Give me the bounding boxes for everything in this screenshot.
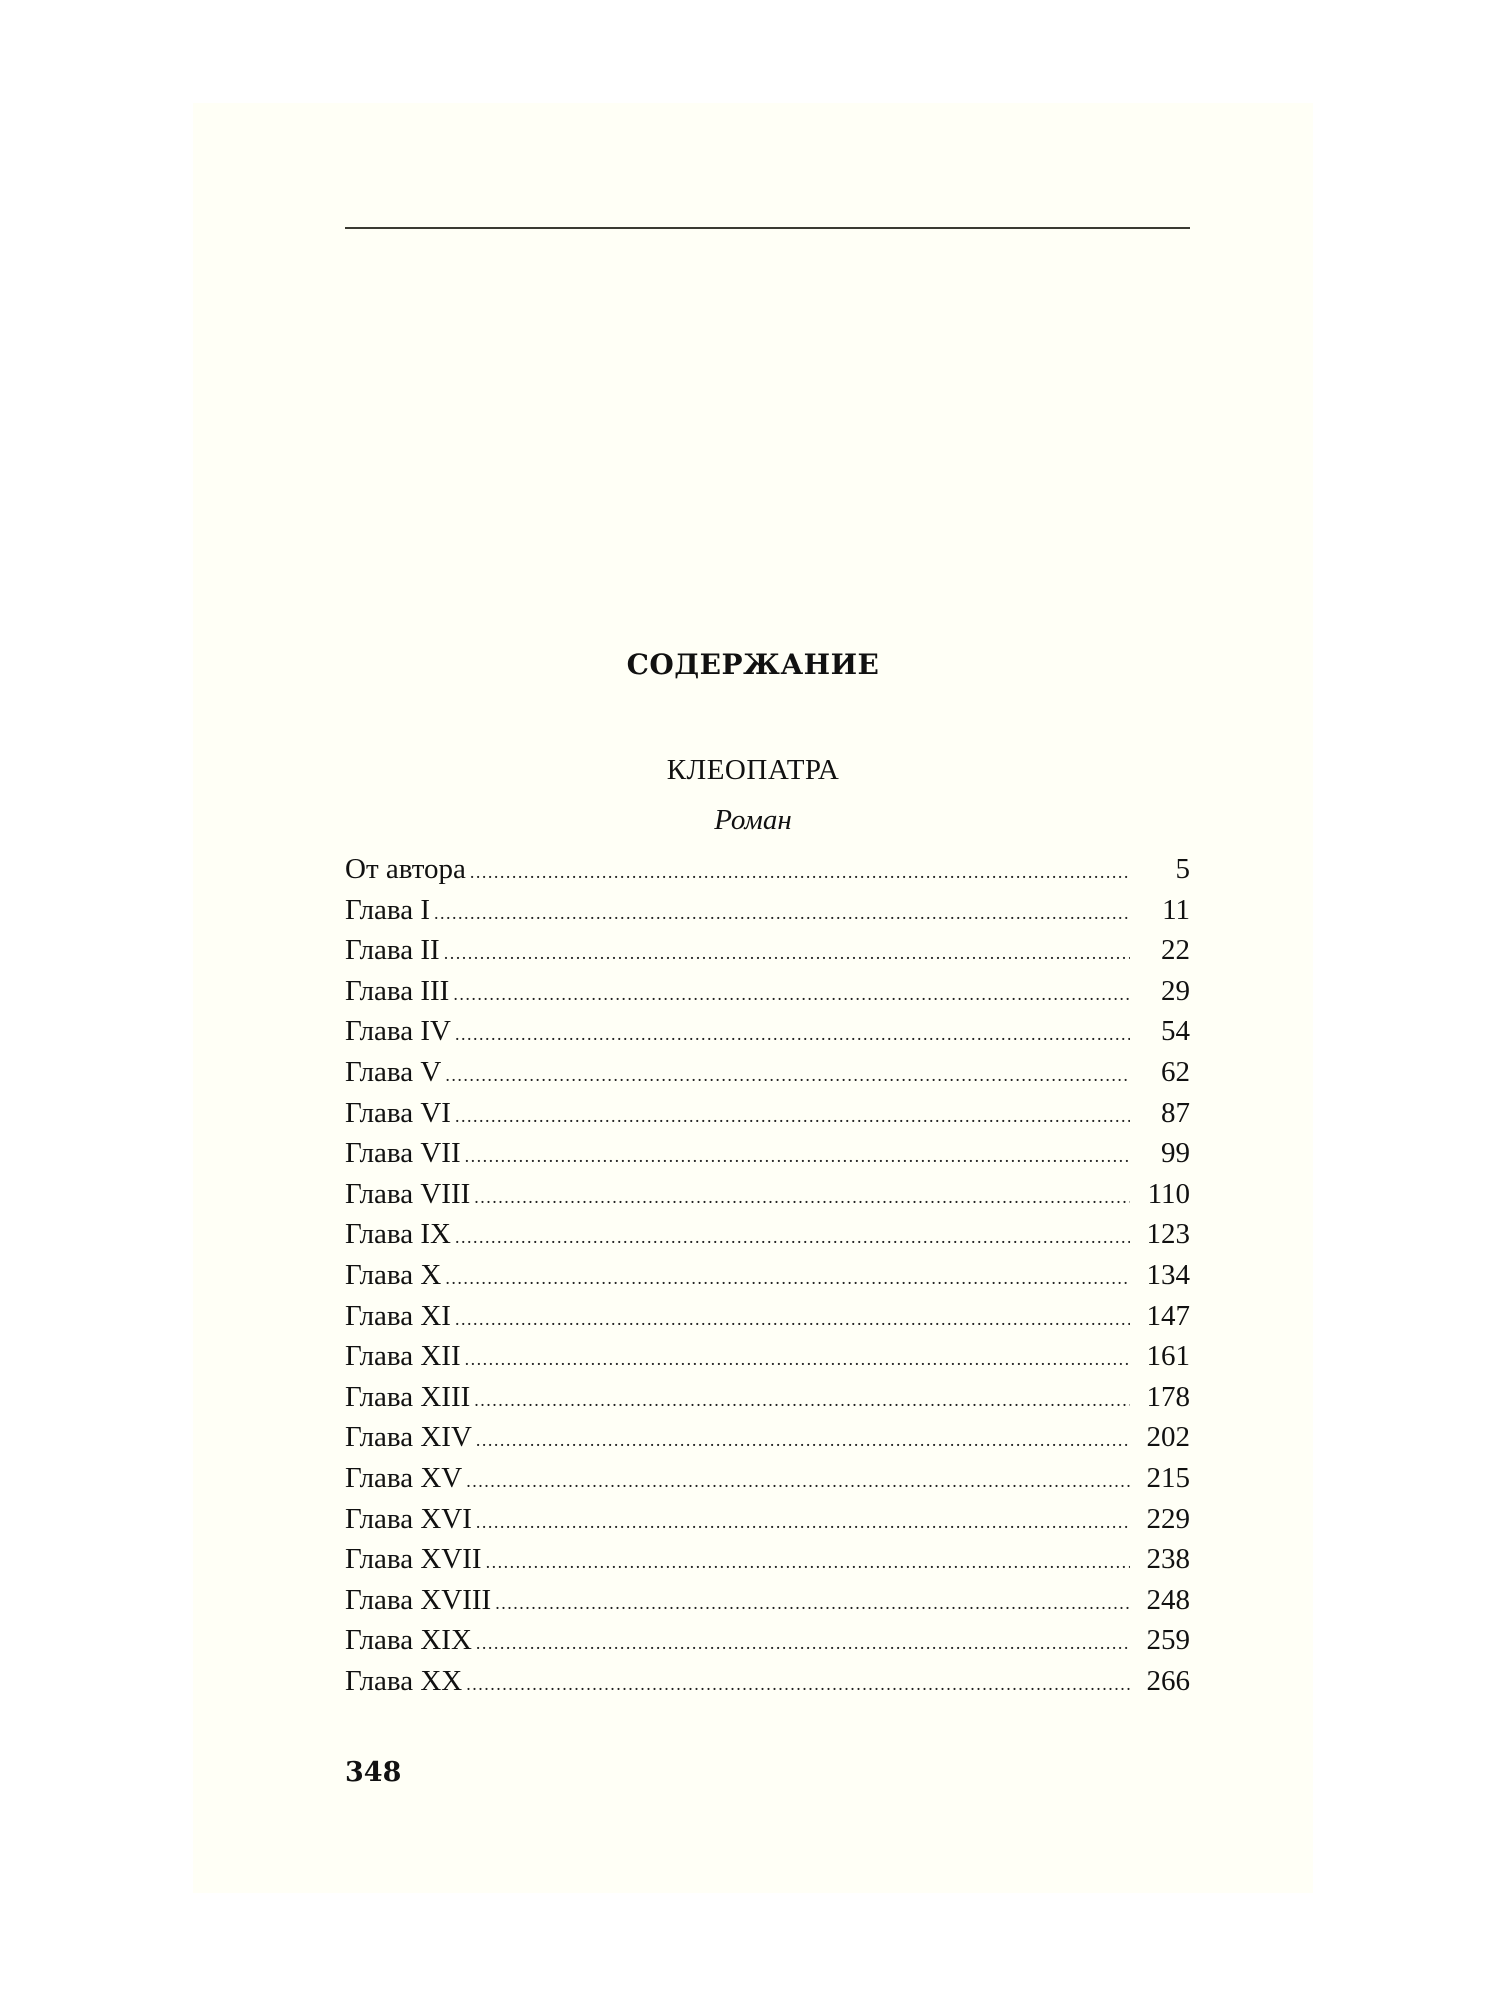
dot-leader xyxy=(455,1227,1130,1248)
toc-entry-page: 248 xyxy=(1146,1583,1190,1616)
toc-entry-page: 54 xyxy=(1161,1015,1190,1048)
toc-entry-label: Глава VIII xyxy=(345,1177,471,1210)
toc-entry xyxy=(345,894,1190,935)
toc-entry xyxy=(345,1543,1190,1584)
dot-leader xyxy=(476,1430,1130,1451)
toc-entry-label: Глава XVII xyxy=(345,1543,482,1576)
dot-leader xyxy=(486,1552,1130,1573)
toc-entry-page: 110 xyxy=(1147,1177,1190,1210)
toc-entry-label: Глава XX xyxy=(345,1664,463,1697)
toc-entry xyxy=(345,1340,1190,1381)
dot-leader xyxy=(476,1633,1130,1654)
toc-entry-page: 178 xyxy=(1146,1380,1190,1413)
toc-entry-label: Глава XII xyxy=(345,1340,461,1373)
toc-entry-page: 62 xyxy=(1161,1055,1190,1088)
toc-entry-page: 11 xyxy=(1162,893,1190,926)
toc-entry-label: Глава XVI xyxy=(345,1502,472,1535)
toc-entry-label: Глава XV xyxy=(345,1461,463,1494)
top-rule xyxy=(345,227,1190,229)
dot-leader xyxy=(466,1674,1130,1695)
toc-entry-label: Глава IV xyxy=(345,1015,451,1048)
toc-entry-page: 147 xyxy=(1146,1299,1190,1332)
dot-leader xyxy=(455,1024,1130,1045)
dot-leader xyxy=(465,1349,1130,1370)
dot-leader xyxy=(495,1593,1130,1614)
dot-leader xyxy=(445,1065,1130,1086)
toc-entry xyxy=(345,1137,1190,1178)
toc-entry xyxy=(345,1218,1190,1259)
toc-entry-label: Глава VII xyxy=(345,1137,461,1170)
toc-entry xyxy=(345,1624,1190,1665)
toc-entry-page: 215 xyxy=(1146,1461,1190,1494)
book-page xyxy=(193,103,1313,1893)
toc-entry xyxy=(345,1381,1190,1422)
dot-leader xyxy=(465,1146,1130,1167)
toc-entry-page: 29 xyxy=(1161,974,1190,1007)
toc-entry-page: 238 xyxy=(1146,1543,1190,1576)
toc-entry-label: Глава I xyxy=(345,893,431,926)
toc-entry-page: 259 xyxy=(1146,1624,1190,1657)
toc-entry-label: Глава XI xyxy=(345,1299,451,1332)
toc-entry xyxy=(345,1421,1190,1462)
dot-leader xyxy=(474,1187,1130,1208)
toc-entry-label: Глава XIX xyxy=(345,1624,472,1657)
contents-heading: СОДЕРЖАНИЕ xyxy=(626,648,880,681)
toc-entry-label: Глава VI xyxy=(345,1096,451,1129)
toc-entry xyxy=(345,1015,1190,1056)
toc-entry-label: Глава XIII xyxy=(345,1380,471,1413)
dot-leader xyxy=(444,943,1130,964)
toc-entry-page: 5 xyxy=(1175,853,1190,885)
dot-leader xyxy=(474,1390,1130,1411)
toc-entry-label: Глава II xyxy=(345,934,440,967)
toc-entry xyxy=(345,1584,1190,1625)
toc-entry-page: 134 xyxy=(1146,1258,1190,1291)
dot-leader xyxy=(470,862,1130,883)
toc-entry xyxy=(345,1259,1190,1300)
toc-entry-page: 161 xyxy=(1146,1340,1190,1373)
dot-leader xyxy=(466,1471,1130,1492)
toc-entry-page: 22 xyxy=(1161,934,1190,967)
toc-entry xyxy=(345,934,1190,975)
table-of-contents xyxy=(345,853,1190,1705)
toc-entry xyxy=(345,1056,1190,1097)
toc-entry-page: 123 xyxy=(1146,1218,1190,1251)
dot-leader xyxy=(453,984,1130,1005)
toc-entry-label: Глава IX xyxy=(345,1218,451,1251)
toc-entry-label: Глава XIV xyxy=(345,1421,472,1454)
toc-entry-label: Глава X xyxy=(345,1258,442,1291)
dot-leader xyxy=(476,1512,1130,1533)
book-title: КЛЕОПАТРА xyxy=(666,754,840,786)
book-genre: Роман xyxy=(714,804,792,836)
toc-entry xyxy=(345,853,1190,894)
dot-leader xyxy=(434,903,1130,924)
dot-leader xyxy=(455,1106,1130,1127)
toc-entry-page: 229 xyxy=(1146,1502,1190,1535)
toc-entry-label: Глава V xyxy=(345,1055,442,1088)
toc-entry xyxy=(345,1503,1190,1544)
dot-leader xyxy=(445,1268,1130,1289)
toc-entry-label: От автора xyxy=(345,853,466,885)
toc-entry-page: 99 xyxy=(1161,1137,1190,1170)
toc-entry-page: 266 xyxy=(1146,1664,1190,1697)
dot-leader xyxy=(455,1309,1130,1330)
toc-entry xyxy=(345,1462,1190,1503)
toc-entry xyxy=(345,1097,1190,1138)
toc-entry-label: Глава XVIII xyxy=(345,1583,492,1616)
toc-entry xyxy=(345,1178,1190,1219)
page-number: 348 xyxy=(345,1757,402,1788)
toc-entry xyxy=(345,1300,1190,1341)
toc-entry xyxy=(345,1665,1190,1706)
toc-entry-label: Глава III xyxy=(345,974,450,1007)
toc-entry-page: 202 xyxy=(1146,1421,1190,1454)
toc-entry-page: 87 xyxy=(1161,1096,1190,1129)
toc-entry xyxy=(345,975,1190,1016)
